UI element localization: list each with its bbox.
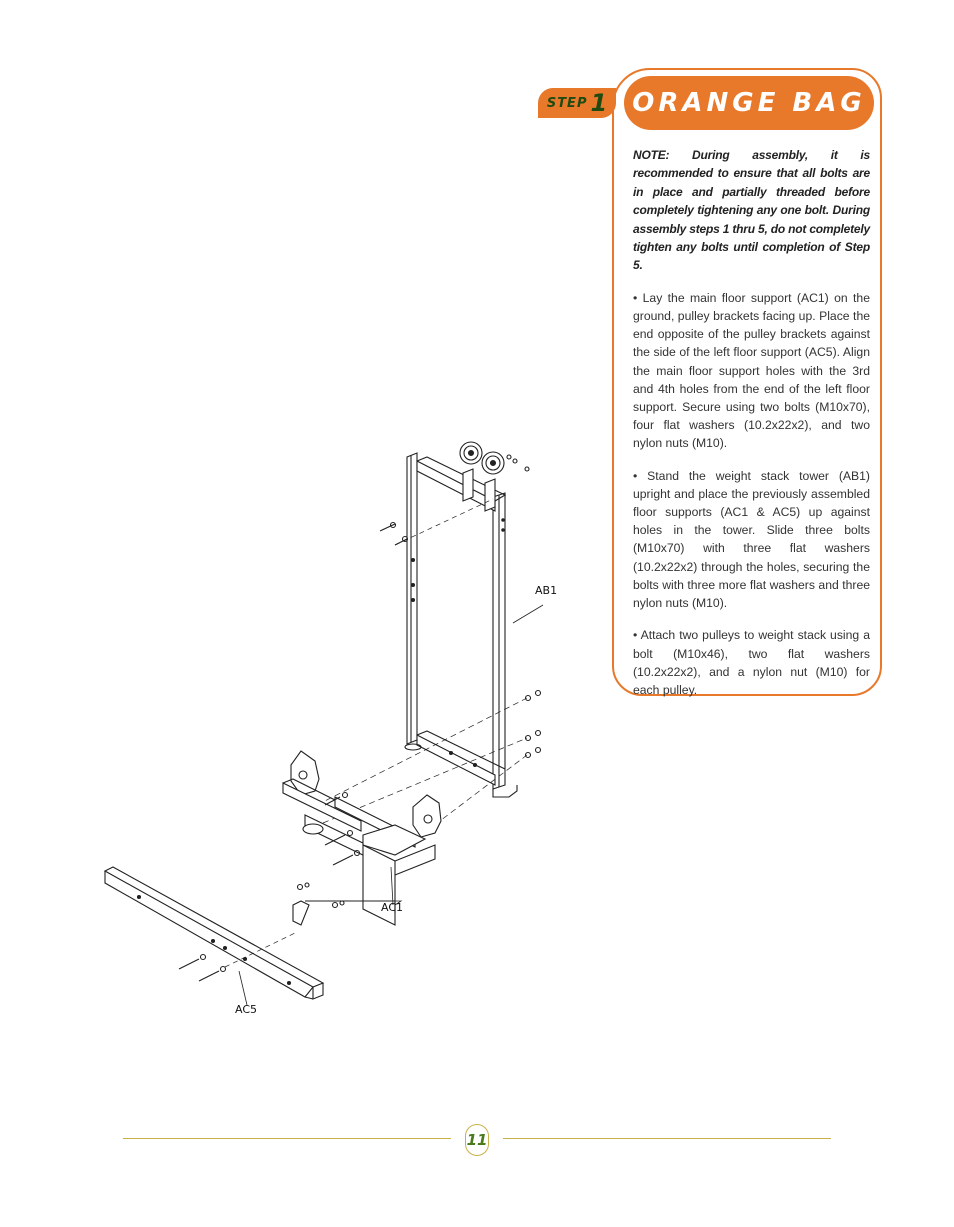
step-number: 1 xyxy=(590,89,608,117)
assembly-note: NOTE: During assembly, it is recommended to ensure that all bolts are in place and partially threaded before completely tightening any one bolt. During assembly steps 1 thru 5, do not completely tighten any bolts until completion of Step 5. xyxy=(633,148,871,273)
page-title: ORANGE BAG xyxy=(632,88,866,118)
assembly-diagram xyxy=(95,435,565,1035)
step-word: STEP xyxy=(546,95,588,111)
footer-rule-left xyxy=(123,1138,451,1139)
left-floor-support xyxy=(105,867,323,999)
instruction-paragraph-3: • Attach two pulleys to weight stack using a bolt (M10x46), two flat washers (10.2x22x2), and a nylon nut (M10) for each pulley. xyxy=(633,628,870,697)
label-ac1: AC1 xyxy=(381,901,404,914)
tower-bolts-top xyxy=(380,499,493,545)
step-label xyxy=(538,88,616,118)
main-floor-support xyxy=(283,751,441,925)
footer-rule-right xyxy=(503,1138,831,1139)
pulley-pair xyxy=(460,442,529,474)
weight-stack-tower xyxy=(405,453,517,797)
page-number-text: 11 xyxy=(466,1131,488,1149)
label-ab1: AB1 xyxy=(535,584,558,597)
page-number xyxy=(465,1124,489,1156)
title-bar xyxy=(624,76,874,130)
instruction-paragraph-1: • Lay the main floor support (AC1) on the ground, pulley brackets facing up. Place the end opposite of the pulley brackets against the side of the left floor support (AC5). Align the main floor support holes with the 3rd and 4th holes from the end of the left floor support. Secure using two bolts (M10x70), four flat washers (10.2x22x2), and two nylon nuts (M10). xyxy=(633,290,870,451)
instruction-paragraph-2: • Stand the weight stack tower (AB1) upright and place the previously assembled floor supports (AC1 & AC5) up against holes in the tower. Slide three bolts (M10x70) with three flat washers (10.2x22x2) through the holes, securing the bolts with three more flat washers and three nylon nuts (M10). xyxy=(633,468,870,611)
label-ac5: AC5 xyxy=(235,1003,258,1016)
instruction-text xyxy=(633,146,870,713)
